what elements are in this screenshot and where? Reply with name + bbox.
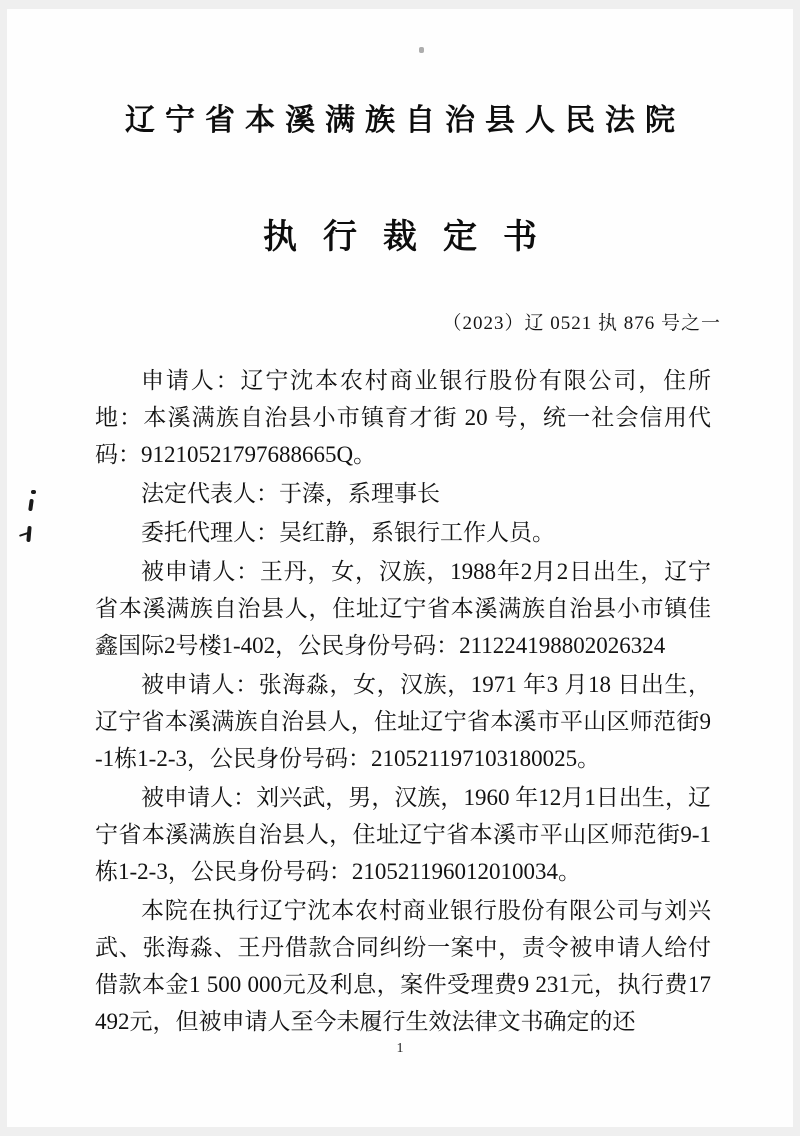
- page-number: 1: [396, 1041, 404, 1056]
- paragraph-entrusted-agent: 委托代理人：吴红静，系银行工作人员。: [141, 520, 555, 545]
- paragraph-legal-representative: 法定代表人：于溱，系理事长: [141, 481, 440, 506]
- ink-speck: [31, 490, 36, 494]
- paragraph-respondent-1: 被申请人：王丹，女，汉族，1988年2月2日出生，辽宁省本溪满族自治县人，住址辽宁省本溪满族自治县小市镇佳鑫国际2号楼1-402，公民身份号码：211224198802026324: [95, 559, 711, 658]
- document-page: [7, 9, 793, 1127]
- document-body: [95, 362, 711, 1040]
- ink-speck: [28, 499, 34, 511]
- case-number: （2023）辽 0521 执 876 号之一: [442, 313, 721, 334]
- ink-speck: [419, 47, 424, 53]
- paragraph-case-summary: 本院在执行辽宁沈本农村商业银行股份有限公司与刘兴武、张海淼、王丹借款合同纠纷一案中，责令被申请人给付借款本金1 500 000元及利息，案件受理费9 231元，执行费17 492元，但被申请人至今未履行生效法律文书确定的还: [95, 898, 711, 1034]
- document-title: 执行裁定书: [263, 218, 563, 256]
- paragraph-respondent-3: 被申请人：刘兴武，男，汉族，1960 年12月1日出生，辽宁省本溪满族自治县人，住址辽宁省本溪市平山区师范街9-1栋1-2-3，公民身份号码：210521196012010034。: [95, 785, 711, 884]
- court-name-heading: 辽宁省本溪满族自治县人民法院: [125, 104, 685, 137]
- paragraph-applicant: 申请人：辽宁沈本农村商业银行股份有限公司，住所地：本溪满族自治县小市镇育才街 20 号，统一社会信用代码：91210521797688665Q。: [95, 368, 711, 467]
- paragraph-respondent-2: 被申请人：张海淼，女，汉族，1971 年3 月18 日出生，辽宁省本溪满族自治县人，住址辽宁省本溪市平山区师范街9-1栋1-2-3，公民身份号码：210521197103180025。: [95, 672, 712, 771]
